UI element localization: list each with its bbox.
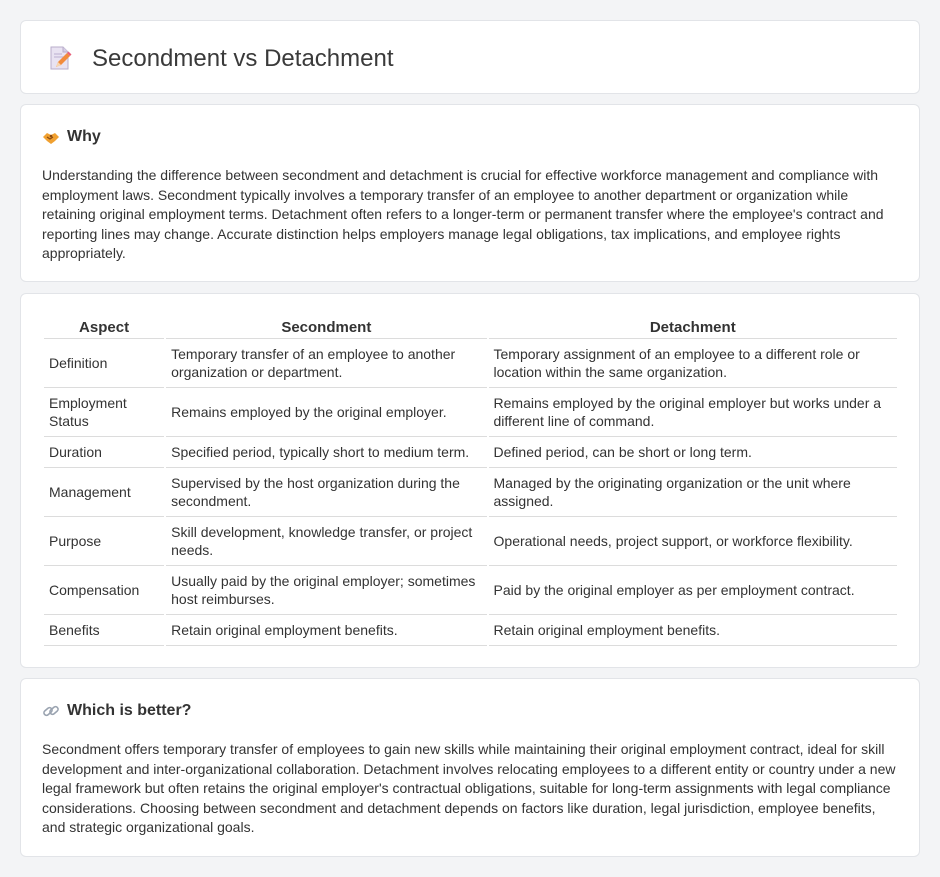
why-paragraph: Understanding the difference between secondment and detachment is crucial for effective workforce management and compliance with employment laws. Secondment typically involves a temporary transfer of an employee to another department or organization while retaining original employment terms. Detachment often refers to a longer-term or permanent transfer where the employee's contract and reporting lines may change. Accurate distinction helps employers manage legal obligations, tax implications, and employee rights appropriately. bbox=[42, 167, 884, 261]
table-header-row bbox=[44, 317, 897, 339]
detachment-cell: Remains employed by the original employer but works under a different line of command. bbox=[489, 388, 897, 437]
secondment-cell: Specified period, typically short to medium term. bbox=[166, 437, 486, 468]
document-pencil-icon bbox=[48, 45, 72, 71]
link-icon bbox=[42, 703, 60, 719]
table-row bbox=[44, 388, 897, 437]
table-row bbox=[44, 468, 897, 517]
table-row bbox=[44, 566, 897, 615]
aspect-cell: Purpose bbox=[44, 517, 164, 566]
aspect-cell: Compensation bbox=[44, 566, 164, 615]
table-row bbox=[44, 437, 897, 468]
secondment-cell: Supervised by the host organization during the secondment. bbox=[166, 468, 486, 517]
aspect-cell: Management bbox=[44, 468, 164, 517]
table-row bbox=[44, 615, 897, 646]
column-header-detachment: Detachment bbox=[489, 317, 897, 339]
secondment-cell: Usually paid by the original employer; sometimes host reimburses. bbox=[166, 566, 486, 615]
aspect-cell: Employment Status bbox=[44, 388, 164, 437]
which-is-better-section bbox=[20, 678, 920, 857]
why-section bbox=[20, 104, 920, 282]
why-heading: Why bbox=[67, 128, 101, 145]
aspect-cell: Benefits bbox=[44, 615, 164, 646]
detachment-cell: Retain original employment benefits. bbox=[489, 615, 897, 646]
secondment-cell: Temporary transfer of an employee to another organization or department. bbox=[166, 339, 486, 388]
column-header-aspect: Aspect bbox=[44, 317, 164, 339]
comparison-table bbox=[42, 317, 899, 646]
secondment-cell: Remains employed by the original employer. bbox=[166, 388, 486, 437]
table-row bbox=[44, 339, 897, 388]
detachment-cell: Defined period, can be short or long term. bbox=[489, 437, 897, 468]
secondment-cell: Retain original employment benefits. bbox=[166, 615, 486, 646]
comparison-section bbox=[20, 293, 920, 668]
better-paragraph: Secondment offers temporary transfer of employees to gain new skills while maintaining their original employment contract, ideal for skill development and inter-organizational collaboration. Detachment involves relocating employees to a different entity or country under a new legal framework but often retains the original employer's contractual obligations, suitable for long-term assignments with legal compliance considerations. Choosing between secondment and detachment depends on factors like duration, legal jurisdiction, employee benefits, and strategic organizational goals. bbox=[42, 741, 896, 835]
page-title: Secondment vs Detachment bbox=[92, 45, 394, 72]
detachment-cell: Temporary assignment of an employee to a different role or location within the same organization. bbox=[489, 339, 897, 388]
header-card bbox=[20, 20, 920, 94]
detachment-cell: Managed by the originating organization or the unit where assigned. bbox=[489, 468, 897, 517]
detachment-cell: Paid by the original employer as per employment contract. bbox=[489, 566, 897, 615]
secondment-cell: Skill development, knowledge transfer, or project needs. bbox=[166, 517, 486, 566]
handshake-icon bbox=[42, 129, 60, 145]
aspect-cell: Duration bbox=[44, 437, 164, 468]
detachment-cell: Operational needs, project support, or workforce flexibility. bbox=[489, 517, 897, 566]
table-row bbox=[44, 517, 897, 566]
column-header-secondment: Secondment bbox=[166, 317, 486, 339]
better-heading: Which is better? bbox=[67, 702, 192, 719]
aspect-cell: Definition bbox=[44, 339, 164, 388]
